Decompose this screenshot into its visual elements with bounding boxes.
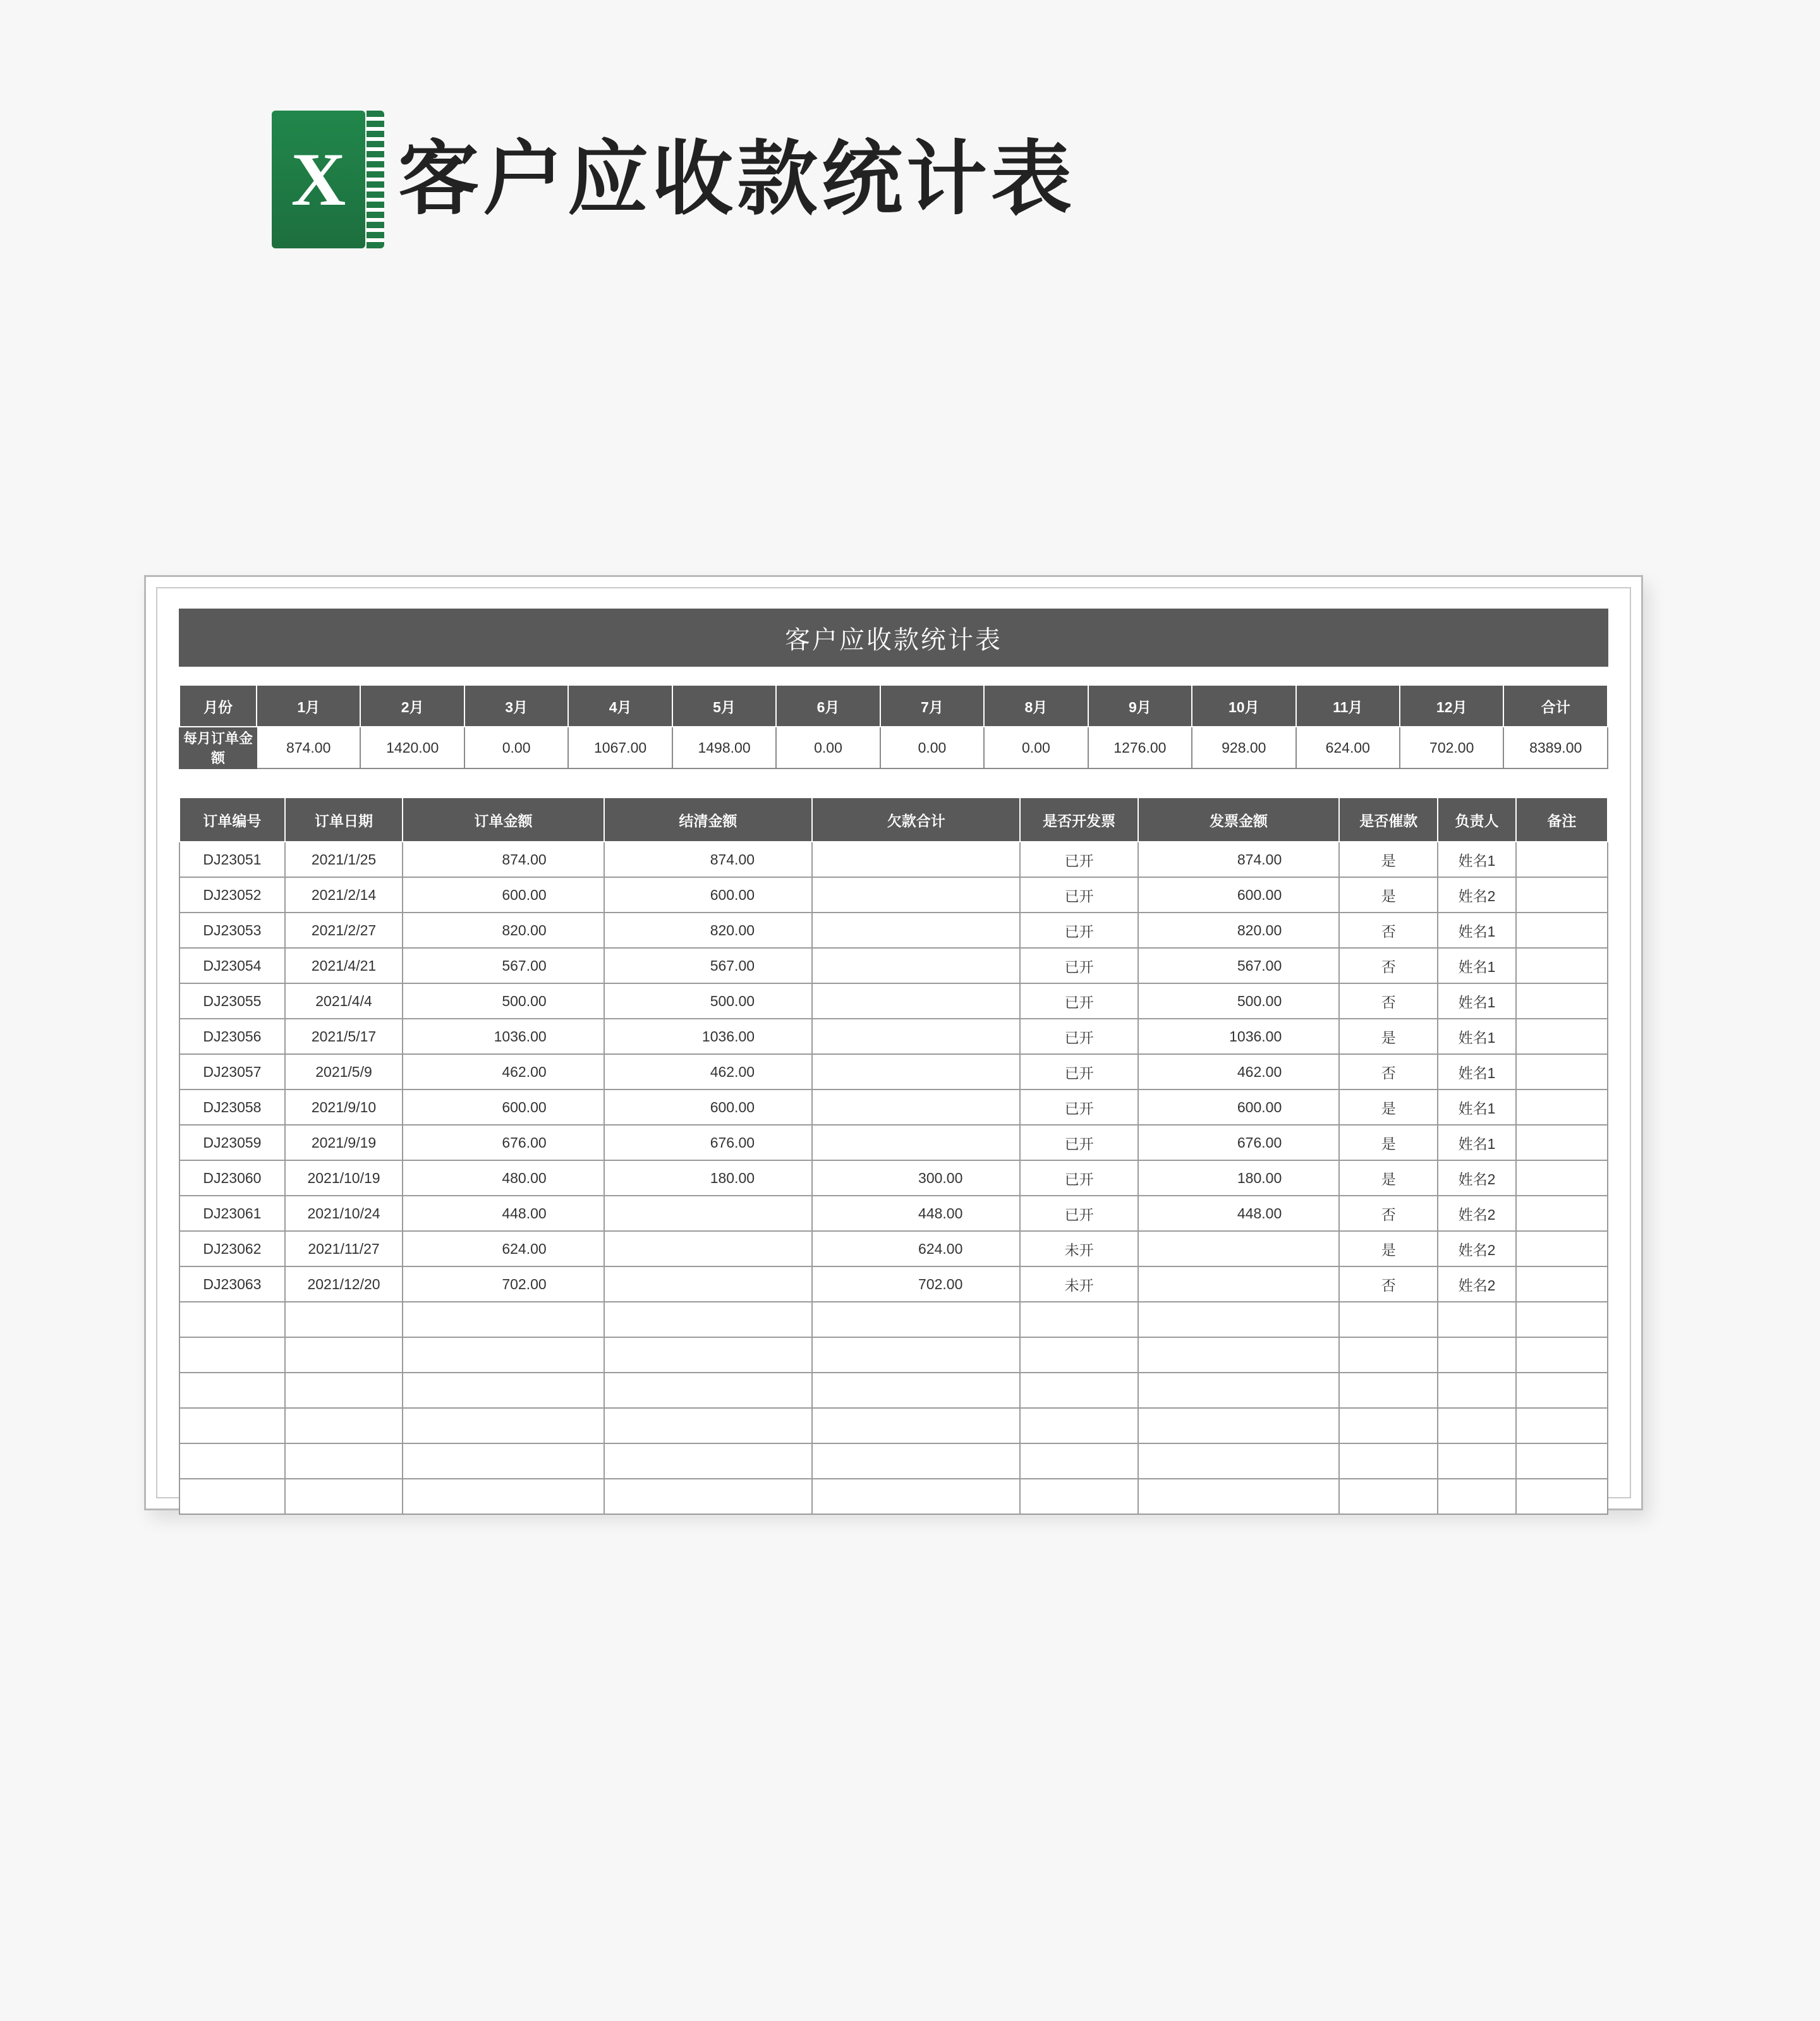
table-row	[179, 1160, 1608, 1196]
order-cell-settled	[604, 1196, 812, 1231]
order-cell-empty	[812, 1337, 1020, 1373]
table-row-empty	[179, 1373, 1608, 1408]
order-cell-debt: 624.00	[812, 1231, 1020, 1266]
month-value-cell: 0.00	[464, 727, 568, 768]
order-cell-owner: 姓名1	[1438, 1089, 1516, 1125]
order-cell-urged: 是	[1339, 1231, 1438, 1266]
order-cell-debt: 448.00	[812, 1196, 1020, 1231]
monthly-summary-table	[179, 684, 1608, 769]
order-cell-amount: 1036.00	[403, 1019, 604, 1054]
order-cell-empty	[1138, 1337, 1340, 1373]
monthly-summary-body	[179, 685, 1608, 768]
order-cell-debt	[812, 913, 1020, 948]
order-cell-urged: 否	[1339, 948, 1438, 983]
order-cell-invoice-amount: 462.00	[1138, 1054, 1340, 1089]
order-cell-debt	[812, 1089, 1020, 1125]
order-cell-urged: 是	[1339, 1125, 1438, 1160]
order-cell-empty	[285, 1408, 403, 1443]
sheet-card	[144, 575, 1643, 1510]
order-cell-debt: 702.00	[812, 1266, 1020, 1302]
month-value-cell: 1420.00	[360, 727, 464, 768]
orders-header-row	[179, 798, 1608, 842]
orders-column-header: 订单日期	[285, 798, 403, 842]
month-value-cell: 1067.00	[568, 727, 672, 768]
order-cell-date: 2021/2/14	[285, 877, 403, 913]
order-cell-invoice-amount: 500.00	[1138, 983, 1340, 1019]
order-cell-empty	[604, 1408, 812, 1443]
order-cell-owner: 姓名2	[1438, 1160, 1516, 1196]
order-cell-empty	[179, 1337, 285, 1373]
table-row-empty	[179, 1302, 1608, 1337]
table-row	[179, 877, 1608, 913]
order-cell-empty	[1516, 1337, 1608, 1373]
order-cell-note	[1516, 983, 1608, 1019]
month-value-cell: 874.00	[257, 727, 360, 768]
order-cell-invoice-amount: 874.00	[1138, 842, 1340, 877]
order-cell-date: 2021/4/4	[285, 983, 403, 1019]
month-header-cell: 1月	[257, 685, 360, 727]
order-cell-owner: 姓名1	[1438, 842, 1516, 877]
order-cell-invoice-amount: 567.00	[1138, 948, 1340, 983]
order-cell-settled: 567.00	[604, 948, 812, 983]
order-cell-invoiced: 未开	[1020, 1231, 1138, 1266]
order-cell-amount: 874.00	[403, 842, 604, 877]
order-cell-empty	[403, 1302, 604, 1337]
order-cell-amount: 448.00	[403, 1196, 604, 1231]
order-cell-urged: 是	[1339, 877, 1438, 913]
orders-column-header: 负责人	[1438, 798, 1516, 842]
order-cell-amount: 624.00	[403, 1231, 604, 1266]
order-cell-empty	[179, 1302, 285, 1337]
order-cell-id: DJ23062	[179, 1231, 285, 1266]
order-cell-id: DJ23060	[179, 1160, 285, 1196]
order-cell-note	[1516, 913, 1608, 948]
order-cell-empty	[179, 1408, 285, 1443]
order-cell-amount: 500.00	[403, 983, 604, 1019]
table-row-empty	[179, 1408, 1608, 1443]
table-row	[179, 1196, 1608, 1231]
order-cell-id: DJ23053	[179, 913, 285, 948]
order-cell-owner: 姓名2	[1438, 877, 1516, 913]
order-cell-empty	[1020, 1408, 1138, 1443]
order-cell-owner: 姓名1	[1438, 983, 1516, 1019]
order-cell-empty	[285, 1302, 403, 1337]
monthly-summary-header-row	[179, 685, 1608, 727]
order-cell-invoiced: 已开	[1020, 1019, 1138, 1054]
order-cell-empty	[1438, 1408, 1516, 1443]
orders-table	[179, 797, 1608, 1515]
order-cell-urged: 否	[1339, 983, 1438, 1019]
order-cell-date: 2021/4/21	[285, 948, 403, 983]
order-cell-empty	[179, 1479, 285, 1514]
order-cell-date: 2021/5/17	[285, 1019, 403, 1054]
order-cell-settled: 462.00	[604, 1054, 812, 1089]
table-row	[179, 983, 1608, 1019]
month-header-cell: 2月	[360, 685, 464, 727]
orders-column-header: 结清金额	[604, 798, 812, 842]
orders-column-header: 订单编号	[179, 798, 285, 842]
month-header-cell: 合计	[1503, 685, 1608, 727]
order-cell-debt	[812, 948, 1020, 983]
order-cell-empty	[403, 1479, 604, 1514]
order-cell-id: DJ23054	[179, 948, 285, 983]
order-cell-debt	[812, 1054, 1020, 1089]
table-row	[179, 1231, 1608, 1266]
order-cell-amount: 567.00	[403, 948, 604, 983]
order-cell-invoice-amount: 676.00	[1138, 1125, 1340, 1160]
order-cell-invoiced: 已开	[1020, 1054, 1138, 1089]
month-header-cell: 7月	[880, 685, 984, 727]
order-cell-settled: 180.00	[604, 1160, 812, 1196]
order-cell-empty	[604, 1373, 812, 1408]
order-cell-date: 2021/10/24	[285, 1196, 403, 1231]
order-cell-invoice-amount: 1036.00	[1138, 1019, 1340, 1054]
table-row	[179, 948, 1608, 983]
order-cell-empty	[1020, 1479, 1138, 1514]
order-cell-invoice-amount: 600.00	[1138, 1089, 1340, 1125]
monthly-summary-row-label-header: 月份	[179, 685, 257, 727]
month-value-cell: 1498.00	[672, 727, 776, 768]
month-value-cell: 8389.00	[1503, 727, 1608, 768]
order-cell-owner: 姓名1	[1438, 1019, 1516, 1054]
order-cell-urged: 是	[1339, 1160, 1438, 1196]
page-title: 客户应收款统计表	[398, 134, 1076, 224]
order-cell-invoice-amount: 180.00	[1138, 1160, 1340, 1196]
order-cell-empty	[1138, 1479, 1340, 1514]
order-cell-empty	[285, 1479, 403, 1514]
order-cell-empty	[403, 1337, 604, 1373]
month-header-cell: 3月	[464, 685, 568, 727]
order-cell-note	[1516, 1160, 1608, 1196]
order-cell-urged: 是	[1339, 1019, 1438, 1054]
order-cell-amount: 600.00	[403, 877, 604, 913]
month-header-cell: 5月	[672, 685, 776, 727]
order-cell-invoice-amount	[1138, 1266, 1340, 1302]
order-cell-note	[1516, 877, 1608, 913]
order-cell-note	[1516, 1089, 1608, 1125]
order-cell-invoiced: 已开	[1020, 913, 1138, 948]
order-cell-note	[1516, 842, 1608, 877]
month-value-cell: 0.00	[880, 727, 984, 768]
order-cell-urged: 否	[1339, 1266, 1438, 1302]
order-cell-invoiced: 已开	[1020, 1089, 1138, 1125]
sheet-title: 客户应收款统计表	[179, 609, 1608, 667]
order-cell-settled	[604, 1266, 812, 1302]
order-cell-amount: 480.00	[403, 1160, 604, 1196]
table-row	[179, 1019, 1608, 1054]
order-cell-note	[1516, 1019, 1608, 1054]
table-row	[179, 842, 1608, 877]
orders-column-header: 是否催款	[1339, 798, 1438, 842]
order-cell-owner: 姓名1	[1438, 1054, 1516, 1089]
order-cell-empty	[1339, 1443, 1438, 1479]
order-cell-owner: 姓名1	[1438, 1125, 1516, 1160]
order-cell-amount: 462.00	[403, 1054, 604, 1089]
month-header-cell: 8月	[984, 685, 1088, 727]
table-row	[179, 1089, 1608, 1125]
orders-table-head	[179, 798, 1608, 842]
order-cell-empty	[812, 1479, 1020, 1514]
order-cell-invoice-amount: 600.00	[1138, 877, 1340, 913]
order-cell-empty	[1516, 1479, 1608, 1514]
order-cell-id: DJ23056	[179, 1019, 285, 1054]
order-cell-debt	[812, 1125, 1020, 1160]
order-cell-owner: 姓名2	[1438, 1266, 1516, 1302]
order-cell-empty	[604, 1302, 812, 1337]
order-cell-empty	[812, 1408, 1020, 1443]
order-cell-invoice-amount	[1138, 1231, 1340, 1266]
order-cell-settled: 1036.00	[604, 1019, 812, 1054]
order-cell-note	[1516, 1054, 1608, 1089]
order-cell-id: DJ23063	[179, 1266, 285, 1302]
month-header-cell: 11月	[1296, 685, 1400, 727]
table-row	[179, 1125, 1608, 1160]
excel-icon-letter: X	[291, 137, 346, 221]
month-header-cell: 10月	[1192, 685, 1295, 727]
order-cell-id: DJ23055	[179, 983, 285, 1019]
order-cell-date: 2021/1/25	[285, 842, 403, 877]
order-cell-note	[1516, 1266, 1608, 1302]
monthly-summary-value-row	[179, 727, 1608, 768]
order-cell-date: 2021/5/9	[285, 1054, 403, 1089]
order-cell-empty	[1138, 1443, 1340, 1479]
order-cell-debt	[812, 842, 1020, 877]
orders-column-header: 欠款合计	[812, 798, 1020, 842]
month-value-cell: 0.00	[984, 727, 1088, 768]
order-cell-debt: 300.00	[812, 1160, 1020, 1196]
order-cell-empty	[179, 1373, 285, 1408]
order-cell-empty	[1020, 1302, 1138, 1337]
order-cell-invoiced: 已开	[1020, 1125, 1138, 1160]
order-cell-note	[1516, 1231, 1608, 1266]
order-cell-owner: 姓名1	[1438, 913, 1516, 948]
orders-column-header: 发票金额	[1138, 798, 1340, 842]
orders-column-header: 备注	[1516, 798, 1608, 842]
order-cell-id: DJ23061	[179, 1196, 285, 1231]
order-cell-urged: 否	[1339, 1196, 1438, 1231]
order-cell-empty	[1516, 1443, 1608, 1479]
order-cell-date: 2021/12/20	[285, 1266, 403, 1302]
order-cell-empty	[285, 1337, 403, 1373]
order-cell-id: DJ23059	[179, 1125, 285, 1160]
excel-icon-stripes	[367, 111, 384, 248]
table-row-empty	[179, 1479, 1608, 1514]
orders-column-header: 是否开发票	[1020, 798, 1138, 842]
order-cell-owner: 姓名2	[1438, 1231, 1516, 1266]
order-cell-empty	[179, 1443, 285, 1479]
order-cell-amount: 600.00	[403, 1089, 604, 1125]
month-header-cell: 12月	[1400, 685, 1503, 727]
order-cell-empty	[604, 1443, 812, 1479]
order-cell-date: 2021/10/19	[285, 1160, 403, 1196]
table-row	[179, 1054, 1608, 1089]
month-value-cell: 928.00	[1192, 727, 1295, 768]
order-cell-empty	[1020, 1443, 1138, 1479]
table-row	[179, 913, 1608, 948]
order-cell-empty	[604, 1337, 812, 1373]
order-cell-empty	[1138, 1408, 1340, 1443]
order-cell-invoice-amount: 820.00	[1138, 913, 1340, 948]
order-cell-empty	[1339, 1479, 1438, 1514]
excel-icon	[272, 111, 384, 248]
order-cell-empty	[285, 1373, 403, 1408]
order-cell-empty	[812, 1373, 1020, 1408]
order-cell-id: DJ23052	[179, 877, 285, 913]
order-cell-debt	[812, 877, 1020, 913]
orders-column-header: 订单金额	[403, 798, 604, 842]
order-cell-invoiced: 已开	[1020, 877, 1138, 913]
order-cell-empty	[403, 1443, 604, 1479]
order-cell-empty	[1138, 1302, 1340, 1337]
order-cell-empty	[1339, 1373, 1438, 1408]
month-header-cell: 9月	[1088, 685, 1192, 727]
order-cell-empty	[1339, 1302, 1438, 1337]
order-cell-invoiced: 已开	[1020, 948, 1138, 983]
table-row-empty	[179, 1337, 1608, 1373]
orders-table-body	[179, 842, 1608, 1514]
order-cell-urged: 否	[1339, 1054, 1438, 1089]
order-cell-empty	[285, 1443, 403, 1479]
order-cell-empty	[1516, 1408, 1608, 1443]
order-cell-empty	[1020, 1337, 1138, 1373]
order-cell-urged: 是	[1339, 842, 1438, 877]
sheet-content	[179, 609, 1608, 1486]
order-cell-date: 2021/2/27	[285, 913, 403, 948]
sheet-card-inner-border	[156, 587, 1631, 1498]
order-cell-empty	[1339, 1337, 1438, 1373]
order-cell-settled: 500.00	[604, 983, 812, 1019]
order-cell-empty	[1438, 1443, 1516, 1479]
month-value-cell: 0.00	[776, 727, 880, 768]
order-cell-id: DJ23051	[179, 842, 285, 877]
order-cell-owner: 姓名2	[1438, 1196, 1516, 1231]
order-cell-settled: 676.00	[604, 1125, 812, 1160]
order-cell-settled	[604, 1231, 812, 1266]
order-cell-debt	[812, 983, 1020, 1019]
order-cell-empty	[1438, 1337, 1516, 1373]
order-cell-invoiced: 未开	[1020, 1266, 1138, 1302]
order-cell-id: DJ23057	[179, 1054, 285, 1089]
order-cell-settled: 820.00	[604, 913, 812, 948]
page-header	[272, 111, 1076, 248]
order-cell-invoiced: 已开	[1020, 983, 1138, 1019]
order-cell-date: 2021/9/19	[285, 1125, 403, 1160]
order-cell-empty	[1138, 1373, 1340, 1408]
order-cell-empty	[1516, 1302, 1608, 1337]
order-cell-amount: 820.00	[403, 913, 604, 948]
month-header-cell: 6月	[776, 685, 880, 727]
order-cell-invoiced: 已开	[1020, 1196, 1138, 1231]
order-cell-empty	[403, 1373, 604, 1408]
order-cell-note	[1516, 1196, 1608, 1231]
order-cell-owner: 姓名1	[1438, 948, 1516, 983]
order-cell-empty	[604, 1479, 812, 1514]
order-cell-date: 2021/11/27	[285, 1231, 403, 1266]
order-cell-invoice-amount: 448.00	[1138, 1196, 1340, 1231]
order-cell-invoiced: 已开	[1020, 842, 1138, 877]
order-cell-note	[1516, 948, 1608, 983]
order-cell-amount: 676.00	[403, 1125, 604, 1160]
order-cell-empty	[1020, 1373, 1138, 1408]
order-cell-empty	[812, 1443, 1020, 1479]
table-row-empty	[179, 1443, 1608, 1479]
order-cell-settled: 874.00	[604, 842, 812, 877]
order-cell-empty	[1516, 1373, 1608, 1408]
order-cell-empty	[1438, 1373, 1516, 1408]
month-value-cell: 624.00	[1296, 727, 1400, 768]
month-header-cell: 4月	[568, 685, 672, 727]
order-cell-note	[1516, 1125, 1608, 1160]
month-value-cell: 702.00	[1400, 727, 1503, 768]
order-cell-urged: 是	[1339, 1089, 1438, 1125]
monthly-summary-row-label: 每月订单金额	[179, 727, 257, 768]
order-cell-empty	[812, 1302, 1020, 1337]
order-cell-empty	[1438, 1302, 1516, 1337]
month-value-cell: 1276.00	[1088, 727, 1192, 768]
order-cell-debt	[812, 1019, 1020, 1054]
order-cell-urged: 否	[1339, 913, 1438, 948]
order-cell-settled: 600.00	[604, 877, 812, 913]
order-cell-amount: 702.00	[403, 1266, 604, 1302]
order-cell-empty	[1438, 1479, 1516, 1514]
order-cell-invoiced: 已开	[1020, 1160, 1138, 1196]
order-cell-date: 2021/9/10	[285, 1089, 403, 1125]
table-row	[179, 1266, 1608, 1302]
order-cell-empty	[403, 1408, 604, 1443]
order-cell-id: DJ23058	[179, 1089, 285, 1125]
order-cell-empty	[1339, 1408, 1438, 1443]
order-cell-settled: 600.00	[604, 1089, 812, 1125]
